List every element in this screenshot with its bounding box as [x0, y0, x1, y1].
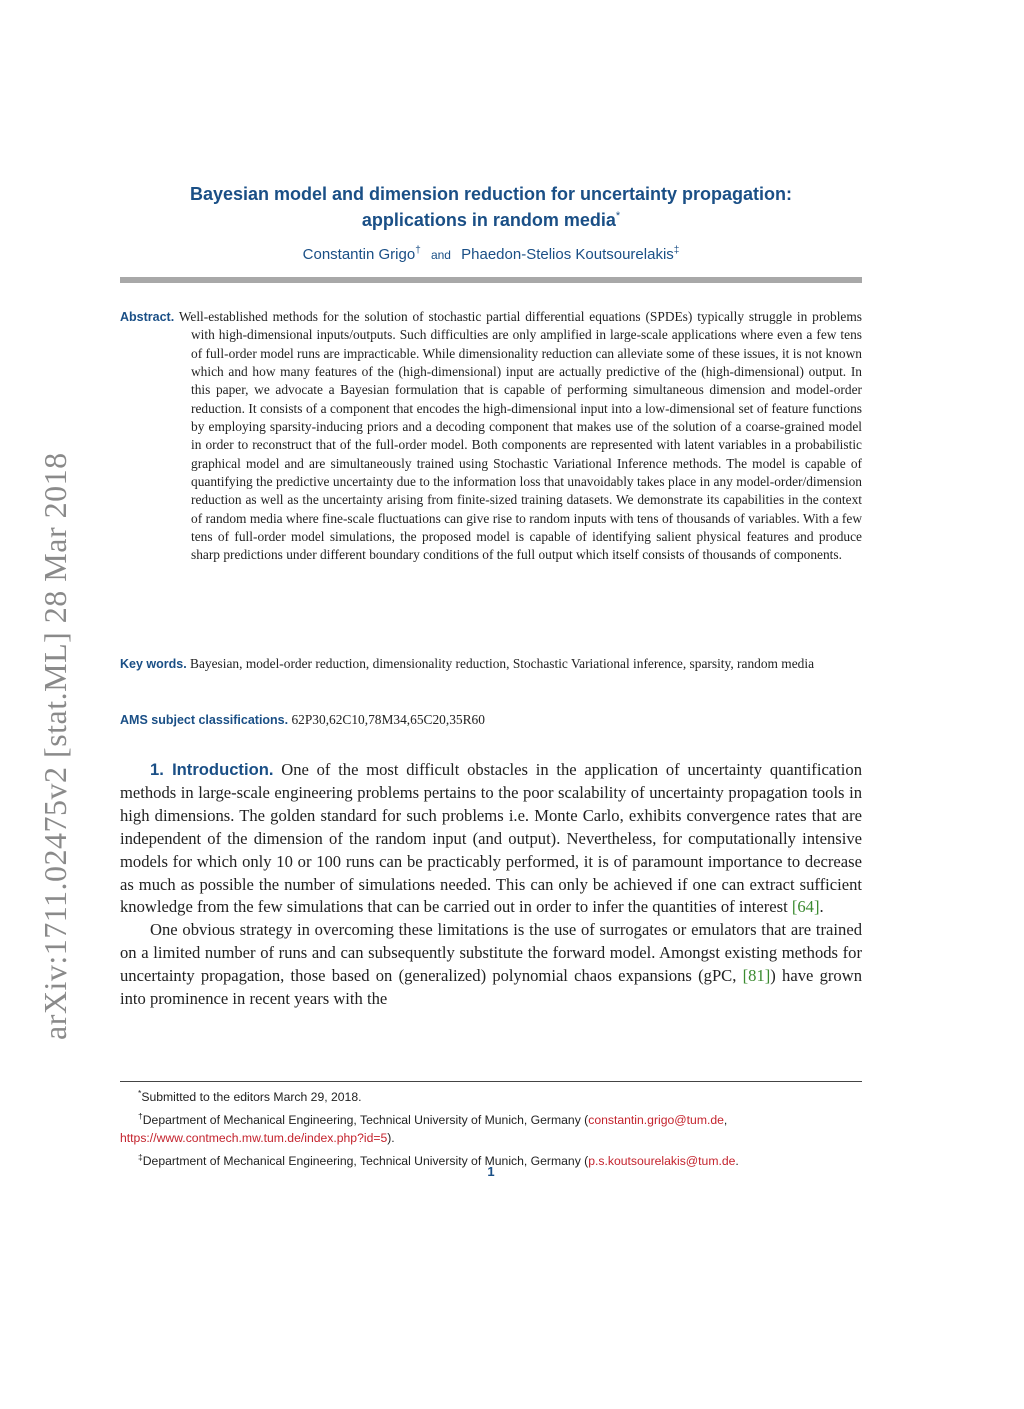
author-2-mark: ‡ [673, 245, 680, 256]
author-1-homepage-link[interactable]: https://www.contmech.mw.tum.de/index.php?id=5 [120, 1131, 388, 1146]
section-title: Introduction. [172, 760, 274, 779]
arxiv-identifier: arXiv:1711.02475v2 [stat.ML] 28 Mar 2018 [37, 452, 73, 1040]
footnote-3-mark: ‡ [138, 1151, 143, 1162]
author-list [120, 245, 862, 263]
keywords [120, 655, 862, 673]
author-1-email-link[interactable]: constantin.grigo@tum.de [588, 1112, 724, 1127]
page-number: 1 [487, 1164, 495, 1179]
author-1-mark: † [415, 245, 421, 256]
section-heading [150, 760, 273, 779]
title-line-1: Bayesian model and dimension reduction for uncertainty propagation: [189, 184, 793, 204]
ams-classifications [120, 711, 862, 729]
author-separator: and [430, 248, 451, 262]
title-line-2-text: applications in random media [361, 210, 616, 230]
author-1-name: Constantin Grigo [302, 246, 416, 263]
footnote-author-1-continued [120, 1129, 862, 1148]
paragraph-2-text: One obvious strategy in overcoming these limitations is the use of surrogates or emulators that are trained on a limited number of runs and can subsequently substitute the forward model. Amongst existing methods for uncertainty propagation, those based on (generalized) polynomial chaos expansions (gPC, [120, 920, 862, 986]
intro-paragraph-2 [120, 919, 862, 1011]
paragraph-1-end: . [819, 897, 824, 917]
intro-paragraph-1 [120, 759, 862, 919]
footnote-1-mark: * [138, 1088, 142, 1098]
author-2-name: Phaedon-Stelios Koutsourelakis [461, 246, 674, 263]
citation-64[interactable]: [64] [791, 897, 820, 917]
citation-81[interactable]: [81] [742, 966, 771, 986]
keywords-label: Key words. [120, 657, 187, 671]
author-2-email-link[interactable]: p.s.koutsourelakis@tum.de [588, 1153, 736, 1168]
footnote-2-separator: , [723, 1112, 728, 1127]
section-number: 1. [150, 760, 164, 779]
paragraph-1-text: One of the most difficult obstacles in the application of uncertainty quantification methods in large-scale engineering problems pertains to the poor scalability of uncertainty propagation tools in high dimensions. The golden standard for such problems i.e. Monte Carlo, exhibits convergence rates that are independent of the dimension of the random input (and output). Nevertheless, for computationally intensive models for which only 10 or 100 runs can be practicably performed, it is of paramount importance to decrease as much as possible the number of simulations needed. This can only be achieved if one can extract sufficient knowledge from the few simulations that can be carried out in order to infer the quantities of interest [120, 760, 862, 917]
abstract [120, 308, 862, 565]
ams-label: AMS subject classifications. [120, 713, 289, 727]
title-rule [120, 277, 862, 283]
footnotes [120, 1084, 862, 1171]
footnote-author-1 [120, 1107, 862, 1130]
abstract-label: Abstract. [120, 310, 175, 324]
footnote-submitted [120, 1084, 862, 1107]
footnote-2-text: Department of Mechanical Engineering, Technical University of Munich, Germany ( [142, 1112, 589, 1127]
footnote-rule [120, 1081, 862, 1082]
paper-title [120, 183, 862, 231]
title-line-2 [120, 205, 862, 231]
ams-text: 62P30,62C10,78M34,65C20,35R60 [291, 712, 485, 727]
keywords-text: Bayesian, model-order reduction, dimensionality reduction, Stochastic Variational inference, sparsity, random media [190, 656, 815, 671]
footnote-2-mark: † [138, 1110, 143, 1121]
footnote-2-close: ). [387, 1131, 395, 1146]
paragraph-2-continuation: ) have grown into prominence in recent years with the [120, 966, 862, 1009]
footnote-3-close: . [735, 1153, 739, 1168]
title-footnote-mark: * [615, 210, 621, 222]
footnote-3-text: Department of Mechanical Engineering, Technical University of Munich, Germany ( [142, 1153, 589, 1168]
abstract-text: Well-established methods for the solution of stochastic partial differential equations (SPDEs) typically struggle in problems with high-dimensional inputs/outputs. Such difficulties are only amplified in large-scale applications where even a few tens of full-order model runs are impracticable. While dimensionality reduction can alleviate some of these issues, it is not known which and how many features of the (high-dimensional) input are actually predictive of the (high-dimensional) output. In this paper, we advocate a Bayesian formulation that is capable of performing simultaneous dimension and model-order reduction. It consists of a component that encodes the high-dimensional input into a low-dimensional set of feature functions by employing sparsity-inducing priors and a decoding component that makes use of the solution of a coarse-grained model in order to reconstruct that of the full-order model. Both components are represented with latent variables in a probabilistic graphical model and are simultaneously trained using Stochastic Variational Inference methods. The model is capable of quantifying the predictive uncertainty due to the information loss that unavoidably takes place in any model-order/dimension reduction as well as the uncertainty arising from finite-sized training datasets. We demonstrate its capabilities in the context of random media where fine-scale fluctuations can give rise to random inputs with tens of thousands of variables. With a few tens of full-order model simulations, the proposed model is capable of identifying salient physical features and produce sharp predictions under different boundary conditions of the full output which itself consists of thousands of components. [178, 309, 863, 563]
introduction-section [120, 759, 862, 1011]
footnote-1-text: Submitted to the editors March 29, 2018. [141, 1090, 362, 1105]
